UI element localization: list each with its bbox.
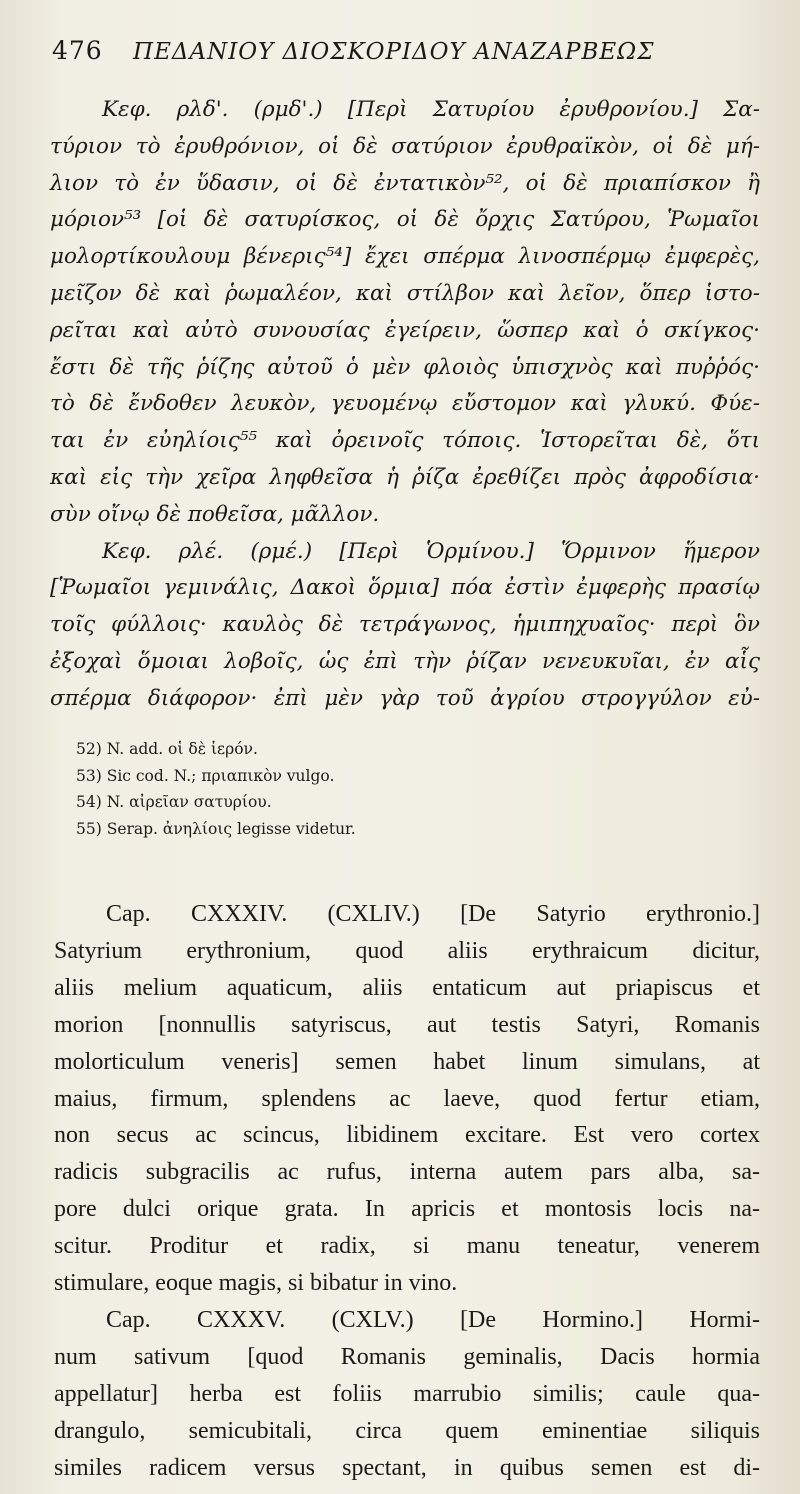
greek-line: ἐξοχαὶ ὅμοιαι λοβοῖς, ὡς ἐπὶ τὴν ῥίζαν νενευκυῖαι, ἐν αἷς <box>50 648 760 674</box>
greek-line: Κεφ. ρλέ. (ρμέ.) [Περὶ Ὁρμίνου.] Ὅρμινον ἥμερον <box>102 538 760 564</box>
greek-line: τοῖς φύλλοις· καυλὸς δὲ τετράγωνος, ἡμιπηχυαῖος· περὶ ὃν <box>50 612 760 638</box>
greek-line: σπέρμα διάφορον· ἐπὶ μὲν γὰρ τοῦ ἀγρίου στρογγύλον εὐ- <box>50 685 760 711</box>
footnote: 55) Serap. ἀνηλίοις legisse videtur. <box>76 819 356 838</box>
latin-line: appellatur] herba est foliis marrubio similis; caule qua- <box>54 1380 760 1407</box>
footnote: 53) Sic cod. N.; πριαπικὸν vulgo. <box>76 766 335 785</box>
greek-line: λιον τὸ ἐν ὕδασιν, οἱ δὲ ἐντατικὸν⁵², οἱ δὲ πριαπίσκον ἢ <box>50 170 760 196</box>
latin-line: num sativum [quod Romanis geminalis, Dacis hormia <box>54 1343 760 1370</box>
greek-line: ρεῖται καὶ αὐτὸ συνουσίας ἐγείρειν, ὥσπερ καὶ ὁ σκίγκος· <box>50 317 760 343</box>
latin-line: molorticulum veneris] semen habet linum simulans, at <box>54 1048 760 1075</box>
latin-line: aliis melium aquaticum, aliis entaticum aut priapiscus et <box>54 974 760 1001</box>
greek-line: μόριον⁵³ [οἱ δὲ σατυρίσκος, οἱ δὲ ὄρχις Σατύρου, Ῥωμαῖοι <box>50 207 760 233</box>
running-head <box>52 36 752 76</box>
greek-line: καὶ εἰς τὴν χεῖρα ληφθεῖσα ἡ ῥίζα ἐρεθίζει πρὸς ἀφροδίσια· <box>50 464 760 490</box>
footnote: 54) N. αἰρεῖαν σατυρίου. <box>76 793 272 811</box>
greek-line: σὺν οἴνῳ δὲ ποθεῖσα, μᾶλλον. <box>50 501 380 527</box>
latin-line: radicis subgracilis ac rufus, interna autem pars alba, sa- <box>54 1159 760 1186</box>
latin-text-block <box>54 896 760 1487</box>
latin-line: maius, firmum, splendens ac laeve, quod fertur etiam, <box>54 1085 760 1112</box>
latin-line: non secus ac scincus, libidinem excitare. Est vero cortex <box>54 1122 760 1149</box>
greek-line: Κεφ. ρλδ'. (ρμδ'.) [Περὶ Σατυρίου ἐρυθρονίου.] Σα- <box>102 97 760 122</box>
greek-line: τύριον τὸ ἐρυθρόνιον, οἱ δὲ σατύριον ἐρυθραϊκὸν, οἱ δὲ μή- <box>50 133 760 159</box>
latin-line: similes radicem versus spectant, in quibus semen est di- <box>54 1454 760 1481</box>
page-number: 476 <box>52 36 103 65</box>
latin-line: scitur. Proditur et radix, si manu teneatur, venerem <box>54 1233 760 1260</box>
latin-line: morion [nonnullis satyriscus, aut testis Satyri, Romanis <box>54 1011 760 1038</box>
latin-line: stimulare, eoque magis, si bibatur in vino. <box>54 1270 458 1297</box>
greek-text-block <box>50 92 760 718</box>
latin-line: Cap. CXXXIV. (CXLIV.) [De Satyrio erythronio.] <box>106 901 760 927</box>
latin-line: pore dulci orique grata. In apricis et montosis locis na- <box>54 1196 760 1223</box>
latin-line: Satyrium erythronium, quod aliis erythraicum dicitur, <box>54 937 760 964</box>
greek-line: μεῖζον δὲ καὶ ῥωμαλέον, καὶ στίλβον καὶ λεῖον, ὅπερ ἱστο- <box>50 280 760 306</box>
greek-line: μολορτίκουλουμ βένερις⁵⁴] ἔχει σπέρμα λινοσπέρμῳ ἐμφερὲς, <box>50 244 760 270</box>
latin-line: drangulo, semicubitali, circa quem eminentiae siliquis <box>54 1417 760 1444</box>
greek-line: [Ῥωμαῖοι γεμινάλις, Δακοὶ ὅρμια] πόα ἐστὶν ἐμφερὴς πρασίῳ <box>50 575 760 601</box>
latin-line: Cap. CXXXV. (CXLV.) [De Hormino.] Hormi- <box>106 1306 760 1333</box>
book-title: ΠΕΔΑΝΙΟΥ ΔΙΟΣΚΟΡΙΔΟΥ ΑΝΑΖΑΡΒΕΩΣ <box>133 39 655 65</box>
greek-line: ται ἐν εὐηλίοις⁵⁵ καὶ ὀρεινοῖς τόποις. Ἱστορεῖται δὲ, ὅτι <box>50 428 760 454</box>
greek-line: τὸ δὲ ἔνδοθεν λευκὸν, γευομένῳ εὔστομον καὶ γλυκύ. Φύε- <box>50 391 760 417</box>
footnote: 52) N. add. οἱ δὲ ἱερόν. <box>76 740 258 758</box>
footnotes <box>76 736 676 842</box>
greek-line: ἔστι δὲ τῆς ῥίζης αὐτοῦ ὁ μὲν φλοιὸς ὑπισχνὸς καὶ πυῤῥός· <box>50 354 760 380</box>
